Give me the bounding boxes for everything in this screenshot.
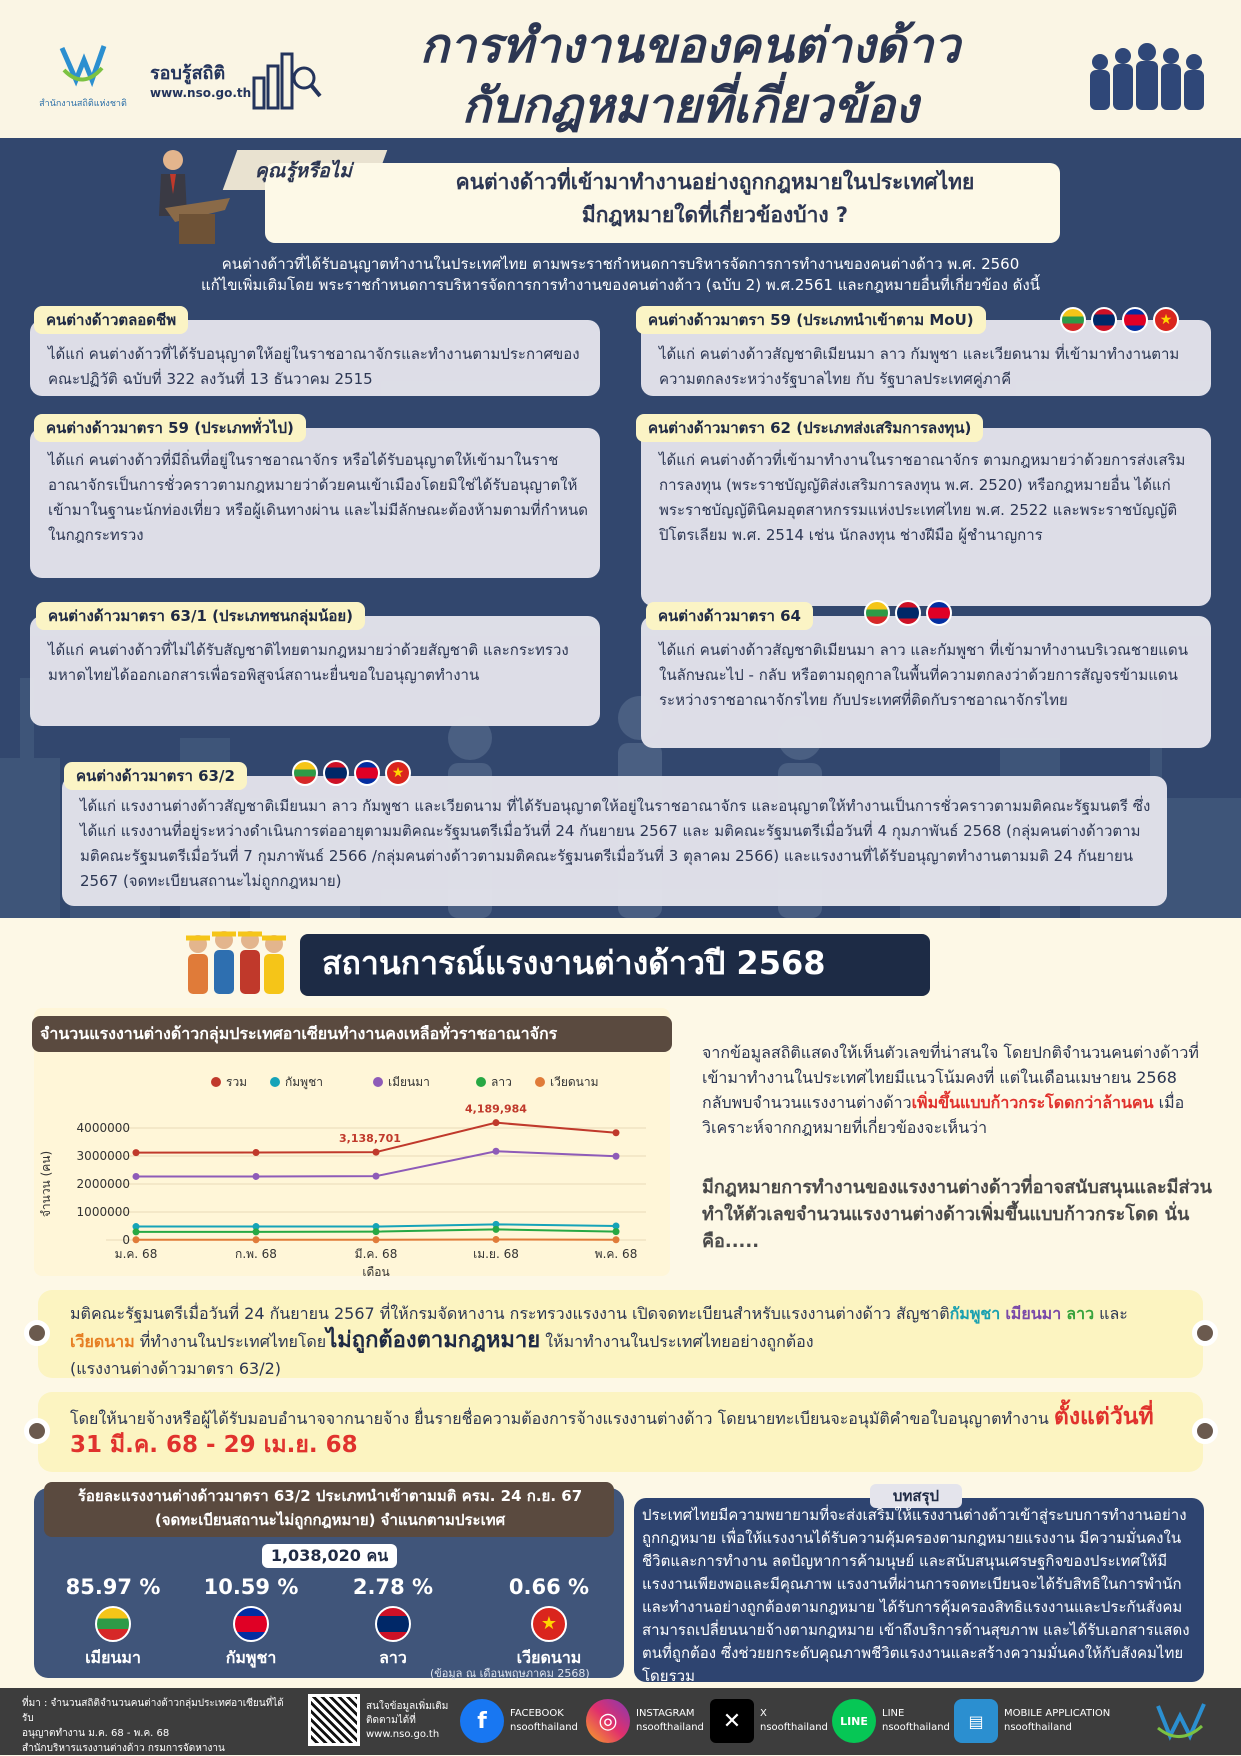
y-tick-label: 3000000 bbox=[77, 1149, 130, 1163]
card-section-59-general bbox=[30, 428, 600, 578]
crowd-silhouette-icon bbox=[1085, 42, 1210, 112]
legend-label: เวียดนาม bbox=[550, 1075, 599, 1089]
laos-label: ลาว bbox=[1066, 1304, 1094, 1323]
y-tick-label: 4000000 bbox=[77, 1121, 130, 1135]
qr-caption bbox=[366, 1700, 456, 1742]
resolution-part: ที่ทำงานในประเทศไทยโดย bbox=[135, 1332, 327, 1351]
line-link[interactable] bbox=[832, 1698, 950, 1744]
vietnam-label: เวียดนาม bbox=[70, 1332, 135, 1351]
y-tick-label: 0 bbox=[122, 1233, 130, 1247]
analysis-text: จากข้อมูลสถิติแสดงให้เห็นตัวเลขที่น่าสนใจ โดยปกติจำนวนคนต่างด้าวที่เข้ามาทำงานในประเทศไทยมีแนวโน้มคงที่ แต่ในเดือนเมษายน 2568 กลับพบจำนวนแรงงานต่างด้าว bbox=[702, 1043, 1199, 1112]
logo-caption: สำนักงานสถิติแห่งชาติ bbox=[28, 96, 138, 110]
social-handle: nsoofthailand bbox=[760, 1721, 828, 1735]
cambodia-flag-icon bbox=[233, 1606, 269, 1642]
x-tick-label: ก.พ. 68 bbox=[235, 1247, 277, 1261]
data-point bbox=[253, 1173, 260, 1180]
card-title: คนต่างด้าวมาตรา 63/1 (ประเภทชนกลุ่มน้อย) bbox=[36, 602, 365, 630]
intro-line-2: แก้ไขเพิ่มเติมโดย พระราชกำหนดการบริหารจัดการการทำงานของคนต่างด้าว (ฉบับ 2) พ.ศ.2561 และกฎหมายอื่นที่เกี่ยวข้อง ดังนี้ bbox=[30, 275, 1211, 296]
legend-label: เมียนมา bbox=[388, 1075, 430, 1089]
nso-footer-logo-icon bbox=[1150, 1698, 1210, 1746]
instagram-icon[interactable]: ◎ bbox=[586, 1699, 630, 1743]
x-tick-label: ม.ค. 68 bbox=[115, 1247, 158, 1261]
summary-text: ประเทศไทยมีความพยายามที่จะส่งเสริมให้แรงงานต่างด้าวเข้าสู่ระบบการทำงานอย่างถูกกฎหมาย เพื่อให้แรงงานได้รับความคุ้มครองตามกฎหมายแรงงาน มีความมั่นคงในชีวิตและการทำงาน ลดปัญหาการค้ามนุษย์ และสนับสนุนเศรษฐกิจของประเทศให้มีแรงงานเพียงพอและมีคุณภาพ แรงงานที่ผ่านการจดทะเบียนจะได้รับสิทธิในการพำนักและทำงานอย่างถูกต้องตามกฎหมาย ได้รับการคุ้มครองสิทธิแรงงานและประกันสังคม สามารถเปลี่ยนนายจ้างตามกฎหมาย เข้าถึงบริการด้านสุขภาพ และได้รับเอกสารแสดงตนที่ถูกต้อง ซึ่งช่วยยกระดับคุณภาพชีวิตแรงงานและสร้างความมั่นคงให้กับสังคมไทยโดยรวม bbox=[642, 1504, 1198, 1688]
brand-url[interactable]: www.nso.go.th bbox=[150, 86, 251, 100]
percentage-value: 2.78 % bbox=[328, 1572, 458, 1602]
data-point bbox=[133, 1173, 140, 1180]
card-section-62 bbox=[641, 428, 1211, 606]
intro-text bbox=[30, 254, 1211, 296]
y-tick-label: 1000000 bbox=[77, 1205, 130, 1219]
analysis-conclusion: มีกฎหมายการทำงานของแรงงานต่างด้าวที่อาจสนับสนุนและมีส่วนทำให้ตัวเลขจำนวนแรงงานต่างด้าวเพิ่มขึ้นแบบก้าวกระโดด นั่นคือ..... bbox=[702, 1174, 1212, 1255]
card-section-63-2 bbox=[62, 776, 1167, 906]
header bbox=[0, 0, 1241, 138]
data-point bbox=[253, 1228, 260, 1235]
legend-marker bbox=[373, 1077, 383, 1087]
source-line: ที่มา : จำนวนสถิติจำนวนคนต่างด้าวกลุ่มประเทศอาเซียนที่ได้รับ bbox=[22, 1696, 292, 1726]
data-point bbox=[253, 1236, 260, 1243]
data-point bbox=[493, 1148, 500, 1155]
qr-code-icon[interactable] bbox=[308, 1694, 360, 1746]
x-axis-label: เดือน bbox=[362, 1265, 389, 1279]
summary-tag: บทสรุป bbox=[870, 1484, 962, 1508]
data-label: 3,138,701 bbox=[339, 1132, 401, 1145]
legend-marker bbox=[476, 1077, 486, 1087]
social-label: MOBILE APPLICATION bbox=[1004, 1707, 1110, 1721]
analysis-paragraph bbox=[702, 1040, 1202, 1140]
resolution-part: ให้มาทำงานในประเทศไทยอย่างถูกต้อง bbox=[540, 1332, 813, 1351]
law-section bbox=[0, 138, 1241, 918]
data-point bbox=[493, 1119, 500, 1126]
legend-marker bbox=[535, 1077, 545, 1087]
laos-flag-icon bbox=[323, 760, 349, 786]
employer-box bbox=[38, 1392, 1203, 1472]
employer-text bbox=[70, 1404, 1173, 1460]
brand-name: รอบรู้สถิติ bbox=[150, 58, 225, 87]
myanmar-flag-icon bbox=[95, 1606, 131, 1642]
data-point bbox=[613, 1153, 620, 1160]
data-point bbox=[493, 1236, 500, 1243]
analysis-text-end: เมื่อวิเคราะห์จากกฎหมายที่เกี่ยวข้องจะเห็นว่า bbox=[702, 1093, 1184, 1137]
social-label: LINE bbox=[882, 1707, 950, 1721]
percentage-title bbox=[50, 1484, 610, 1532]
workers-group-icon bbox=[180, 926, 290, 1008]
data-label: 4,189,984 bbox=[465, 1103, 527, 1116]
social-handle: nsoofthailand bbox=[636, 1721, 704, 1735]
line-chart bbox=[36, 1058, 666, 1270]
data-point bbox=[373, 1228, 380, 1235]
illegal-label: ไม่ถูกต้องตามกฎหมาย bbox=[326, 1328, 540, 1353]
nso-logo-icon bbox=[58, 40, 108, 88]
percentage-value: 10.59 % bbox=[186, 1572, 316, 1602]
country-name: ลาว bbox=[328, 1646, 458, 1671]
legend-marker bbox=[211, 1077, 221, 1087]
qr-url[interactable]: www.nso.go.th bbox=[366, 1728, 456, 1742]
mobile-app-icon[interactable]: ▤ bbox=[954, 1699, 998, 1743]
situation-section bbox=[0, 918, 1241, 1688]
card-body: ได้แก่ คนต่างด้าวที่ไม่ได้รับสัญชาติไทยตามกฎหมายว่าด้วยสัญชาติ และกระทรวงมหาดไทยได้ออกเอกสารเพื่อรอพิสูจน์สถานะยื่นขอใบอนุญาตทำงาน bbox=[48, 638, 588, 688]
legend-label: ลาว bbox=[491, 1075, 512, 1089]
card-section-64 bbox=[641, 616, 1211, 748]
laos-flag-icon bbox=[375, 1606, 411, 1642]
percentage-laos bbox=[328, 1572, 458, 1671]
situation-title: สถานการณ์แรงงานต่างด้าวปี 2568 bbox=[322, 938, 825, 988]
total-workers: 1,038,020 คน bbox=[262, 1544, 397, 1568]
y-axis-label: จำนวน (คน) bbox=[39, 1151, 53, 1217]
card-section-63-1 bbox=[30, 616, 600, 726]
box-dot-left bbox=[24, 1418, 50, 1444]
flag-group bbox=[1060, 307, 1179, 333]
data-point bbox=[613, 1228, 620, 1235]
resolution-note: (แรงงานต่างด้าวมาตรา 63/2) bbox=[70, 1359, 281, 1378]
chart-title: จำนวนแรงงานต่างด้าวกลุ่มประเทศอาเซียนทำงานคงเหลือทั่วราชอาณาจักร bbox=[40, 1022, 557, 1047]
myanmar-flag-icon bbox=[1060, 307, 1086, 333]
analysis-highlight: เพิ่มขึ้นแบบก้าวกระโดดกว่าล้านคน bbox=[912, 1093, 1154, 1112]
question-line-2: มีกฎหมายใดที่เกี่ยวข้องบ้าง ? bbox=[370, 199, 1060, 232]
data-point bbox=[493, 1226, 500, 1233]
source-text bbox=[22, 1696, 292, 1756]
percentage-myanmar bbox=[48, 1572, 178, 1671]
statistics-chart-icon bbox=[250, 48, 322, 110]
facebook-icon[interactable]: f bbox=[460, 1699, 504, 1743]
speaker-at-podium-icon bbox=[135, 146, 235, 246]
legend-marker bbox=[270, 1077, 280, 1087]
flag-group bbox=[864, 600, 952, 626]
question-text bbox=[370, 166, 1060, 232]
data-point bbox=[373, 1173, 380, 1180]
page-title bbox=[330, 16, 1050, 136]
facebook-link[interactable] bbox=[460, 1698, 578, 1744]
social-handle: nsoofthailand bbox=[882, 1721, 950, 1735]
legend-label: กัมพูชา bbox=[285, 1075, 323, 1090]
data-point bbox=[613, 1236, 620, 1243]
source-line: สำนักบริหารแรงงานต่างด้าว กรมการจัดหางาน bbox=[22, 1741, 292, 1756]
percentage-vietnam bbox=[484, 1572, 614, 1671]
percentage-value: 85.97 % bbox=[48, 1572, 178, 1602]
cambodia-flag-icon bbox=[354, 760, 380, 786]
card-title: คนต่างด้าวมาตรา 63/2 bbox=[64, 762, 247, 790]
social-label: FACEBOOK bbox=[510, 1707, 578, 1721]
title-line-2: กับกฎหมายที่เกี่ยวข้อง bbox=[330, 76, 1050, 136]
nso-logo bbox=[28, 40, 138, 115]
box-dot-right bbox=[1192, 1320, 1218, 1346]
box-dot-right bbox=[1192, 1418, 1218, 1444]
resolution-part: มติคณะรัฐมนตรีเมื่อวันที่ 24 กันยายน 2567 ที่ให้กรมจัดหางาน กระทรวงแรงงาน เปิดจดทะเบียนสำหรับแรงงานต่างด้าว สัญชาติ bbox=[70, 1304, 950, 1323]
data-point bbox=[373, 1149, 380, 1156]
legend-label: รวม bbox=[226, 1075, 247, 1089]
cabinet-resolution-box bbox=[38, 1290, 1203, 1378]
laos-flag-icon bbox=[895, 600, 921, 626]
x-tick-label: มี.ค. 68 bbox=[355, 1247, 398, 1261]
country-name: เวียดนาม bbox=[484, 1646, 614, 1671]
qr-line: ติดตามได้ที่ bbox=[366, 1714, 456, 1728]
flag-group bbox=[292, 760, 411, 786]
intro-line-1: คนต่างด้าวที่ได้รับอนุญาตทำงานในประเทศไทย ตามพระราชกำหนดการบริหารจัดการการทำงานของคนต่างด้าว พ.ศ. 2560 bbox=[30, 254, 1211, 275]
box-dot-left bbox=[24, 1320, 50, 1346]
line-icon[interactable]: LINE bbox=[832, 1699, 876, 1743]
card-body: ได้แก่ คนต่างด้าวสัญชาติเมียนมา ลาว และกัมพูชา ที่เข้ามาทำงานบริเวณชายแดนในลักษณะไป - กลับ หรือตามฤดูกาลในพื้นที่ความตกลงว่าด้วยการสัญจรข้ามแดนระหว่างราชอาณาจักรไทย กับประเทศที่ติดกับราชอาณาจักรไทย bbox=[659, 638, 1199, 713]
percentage-cambodia bbox=[186, 1572, 316, 1671]
data-note: (ข้อมูล ณ เดือนพฤษภาคม 2568) bbox=[430, 1664, 590, 1682]
know-tag: คุณรู้หรือไม่ bbox=[255, 156, 352, 186]
myanmar-flag-icon bbox=[864, 600, 890, 626]
instagram-link[interactable] bbox=[586, 1698, 704, 1744]
employer-part: โดยให้นายจ้างหรือผู้ได้รับมอบอำนาจจากนายจ้าง ยื่นรายชื่อความต้องการจ้างแรงงานต่างด้าว โดยนายทะเบียนจะอนุมัติคำขอใบอนุญาตทำงาน bbox=[70, 1409, 1054, 1428]
data-point bbox=[253, 1149, 260, 1156]
resolution-text bbox=[70, 1300, 1173, 1382]
data-point bbox=[133, 1228, 140, 1235]
card-title: คนต่างด้าวตลอดชีพ bbox=[34, 306, 188, 334]
vietnam-flag-icon: ★ bbox=[1153, 307, 1179, 333]
country-name: กัมพูชา bbox=[186, 1646, 316, 1671]
x-tick-label: เม.ย. 68 bbox=[473, 1247, 519, 1261]
card-title: คนต่างด้าวมาตรา 62 (ประเภทส่งเสริมการลงทุน) bbox=[636, 414, 983, 442]
cambodia-label: กัมพูชา bbox=[950, 1304, 1001, 1323]
percentage-value: 0.66 % bbox=[484, 1572, 614, 1602]
card-body: ได้แก่ คนต่างด้าวที่เข้ามาทำงานในราชอาณาจักร ตามกฎหมายว่าด้วยการส่งเสริมการลงทุน (พระราชบัญญัติส่งเสริมการลงทุน พ.ศ. 2520) หรือกฎหมายอื่น ได้แก่ พระราชบัญญัตินิคมอุตสาหกรรมแห่งประเทศไทย พ.ศ. 2522 และพระราชบัญญัติปิโตรเลียม พ.ศ. 2514 เช่น นักลงทุน ช่างฝีมือ ผู้ชำนาญการ bbox=[659, 448, 1199, 548]
footer bbox=[0, 1688, 1241, 1755]
percentage-title-line-2: (จดทะเบียนสถานะไม่ถูกกฎหมาย) จำแนกตามประเทศ bbox=[50, 1508, 610, 1532]
cambodia-flag-icon bbox=[1122, 307, 1148, 333]
myanmar-flag-icon bbox=[292, 760, 318, 786]
y-tick-label: 2000000 bbox=[77, 1177, 130, 1191]
mobile-app-link[interactable] bbox=[954, 1698, 1110, 1744]
registration-date: ตั้งแต่วันที่ 31 มี.ค. 68 - 29 เม.ย. 68 bbox=[70, 1404, 1154, 1458]
card-body: ได้แก่ คนต่างด้าวสัญชาติเมียนมา ลาว กัมพูชา และเวียดนาม ที่เข้ามาทำงานตามความตกลงระหว่างรัฐบาลไทย กับ รัฐบาลประเทศคู่ภาคี bbox=[659, 342, 1199, 392]
vietnam-flag-icon: ★ bbox=[385, 760, 411, 786]
card-body: ได้แก่ แรงงานต่างด้าวสัญชาติเมียนมา ลาว กัมพูชา และเวียดนาม ที่ได้รับอนุญาตให้อยู่ในราชอาณาจักร และอนุญาตให้ทำงานเป็นการชั่วคราวตามมติคณะรัฐมนตรี ซึ่งได้แก่ แรงงานที่อยู่ระหว่างดำเนินการต่ออายุตามมติคณะรัฐมนตรีเมื่อวันที่ 24 กันยายน 2567 และ มติคณะรัฐมนตรีเมื่อวันที่ 4 กุมภาพันธ์ 2568 (กลุ่มคนต่างด้าวตามมติคณะรัฐมนตรีเมื่อวันที่ 7 กุมภาพันธ์ 2566 /กลุ่มคนต่างด้าวตามมติคณะรัฐมนตรีเมื่อวันที่ 3 ตุลาคม 2566) และแรงงานที่ได้รับอนุญาตทำงานตามมติ 24 กันยายน 2567 (จดทะเบียนสถานะไม่ถูกกฎหมาย) bbox=[80, 794, 1155, 894]
title-line-1: การทำงานของคนต่างด้าว bbox=[330, 16, 1050, 76]
card-title: คนต่างด้าวมาตรา 59 (ประเภททั่วไป) bbox=[34, 414, 306, 442]
and-word: และ bbox=[1099, 1304, 1128, 1323]
data-point bbox=[373, 1236, 380, 1243]
myanmar-label: เมียนมา bbox=[1005, 1304, 1061, 1323]
source-line: อนุญาตทำงาน ม.ค. 68 - พ.ค. 68 bbox=[22, 1726, 292, 1741]
x-link[interactable] bbox=[710, 1698, 828, 1744]
country-name: เมียนมา bbox=[48, 1646, 178, 1671]
data-point bbox=[133, 1149, 140, 1156]
laos-flag-icon bbox=[1091, 307, 1117, 333]
vietnam-flag-icon: ★ bbox=[531, 1606, 567, 1642]
x-tick-label: พ.ค. 68 bbox=[595, 1247, 638, 1261]
card-body: ได้แก่ คนต่างด้าวที่มีถิ่นที่อยู่ในราชอาณาจักร หรือได้รับอนุญาตให้เข้ามาในราชอาณาจักรเป็นการชั่วคราวตามกฎหมายว่าด้วยคนเข้าเมืองโดยมิใช่ได้รับอนุญาตให้เข้ามาในฐานะนักท่องเที่ยว หรือผู้เดินทางผ่าน และไม่มีลักษณะต้องห้ามตามที่กำหนดในกฎกระทรวง bbox=[48, 448, 588, 548]
data-point bbox=[613, 1129, 620, 1136]
social-handle: nsoofthailand bbox=[1004, 1721, 1110, 1735]
card-body: ได้แก่ คนต่างด้าวที่ได้รับอนุญาตให้อยู่ในราชอาณาจักรและทำงานตามประกาศของคณะปฏิวัติ ฉบับที่ 322 ลงวันที่ 13 ธันวาคม 2515 bbox=[48, 342, 588, 392]
qr-line: สนใจข้อมูลเพิ่มเติม bbox=[366, 1700, 456, 1714]
card-title: คนต่างด้าวมาตรา 64 bbox=[646, 602, 813, 630]
card-title: คนต่างด้าวมาตรา 59 (ประเภทนำเข้าตาม MoU) bbox=[636, 306, 986, 334]
x-icon[interactable]: ✕ bbox=[710, 1699, 754, 1743]
data-point bbox=[133, 1236, 140, 1243]
social-label: INSTAGRAM bbox=[636, 1707, 704, 1721]
question-line-1: คนต่างด้าวที่เข้ามาทำงานอย่างถูกกฎหมายในประเทศไทย bbox=[370, 166, 1060, 199]
percentage-title-line-1: ร้อยละแรงงานต่างด้าวมาตรา 63/2 ประเภทนำเข้าตามมติ ครม. 24 ก.ย. 67 bbox=[50, 1484, 610, 1508]
cambodia-flag-icon bbox=[926, 600, 952, 626]
social-label: X bbox=[760, 1707, 828, 1721]
social-handle: nsoofthailand bbox=[510, 1721, 578, 1735]
